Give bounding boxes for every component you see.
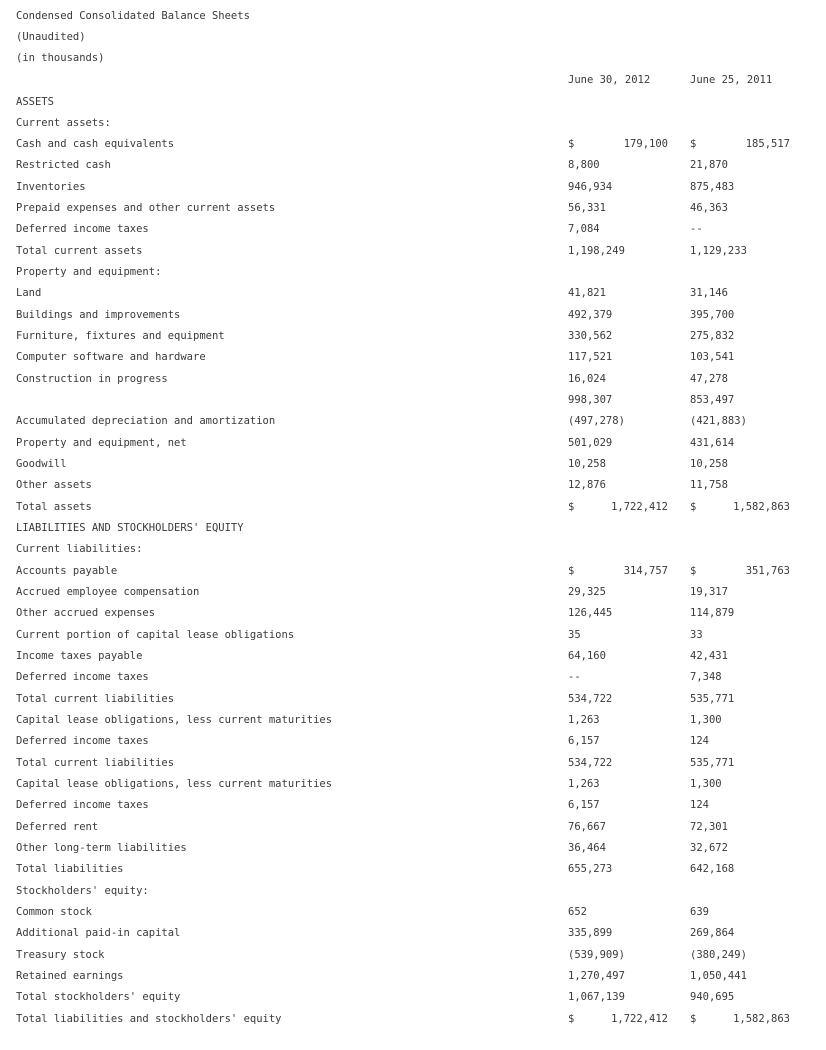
row-label: Total current liabilities [16, 692, 175, 705]
row-label: Income taxes payable [16, 650, 143, 663]
value-2011: 1,582,863 [733, 1012, 790, 1025]
table-row [0, 1009, 826, 1030]
row-label: LIABILITIES AND STOCKHOLDERS' EQUITY [16, 522, 244, 535]
row-label: Accumulated depreciation and amortization [16, 415, 276, 428]
value-2011: 1,582,863 [733, 500, 790, 513]
table-row [0, 390, 826, 411]
row-label: Capital lease obligations, less current maturities [16, 778, 333, 791]
row-label: Property and equipment: [16, 266, 162, 279]
table-row [0, 795, 826, 816]
value-2011: 72,301 [690, 820, 728, 833]
value-2011: 32,672 [690, 842, 728, 855]
value-2011: 11,758 [690, 479, 728, 492]
value-2011: 42,431 [690, 650, 728, 663]
value-2012: 998,307 [568, 394, 613, 407]
table-row [0, 603, 826, 624]
value-2012: 6,157 [568, 799, 600, 812]
row-label: Deferred income taxes [16, 223, 149, 236]
value-2011: 124 [690, 799, 709, 812]
table-row [0, 411, 826, 432]
table-row [0, 945, 826, 966]
row-label: Retained earnings [16, 970, 124, 983]
value-2012: 10,258 [568, 458, 606, 471]
units-note: (in thousands) [16, 52, 105, 64]
value-2012: 501,029 [568, 436, 613, 449]
table-row [0, 155, 826, 176]
value-2011: 535,771 [690, 756, 735, 769]
row-label: Total stockholders' equity [16, 991, 181, 1004]
value-2012: 534,722 [568, 692, 613, 705]
value-2012: 1,263 [568, 714, 600, 727]
value-2011: 642,168 [690, 863, 735, 876]
row-label: Land [16, 287, 42, 300]
row-label: Deferred income taxes [16, 671, 149, 684]
table-row [0, 305, 826, 326]
row-label: Total assets [16, 500, 92, 513]
value-2012: 56,331 [568, 202, 606, 215]
value-2011: 10,258 [690, 458, 728, 471]
table-row [0, 902, 826, 923]
value-2012: 655,273 [568, 863, 613, 876]
table-row [0, 475, 826, 496]
row-label: Property and equipment, net [16, 436, 187, 449]
row-label: Total current liabilities [16, 756, 175, 769]
value-2012: 335,899 [568, 927, 613, 940]
value-2012: (539,909) [568, 948, 625, 961]
column-header-2011: June 25, 2011 [690, 74, 773, 86]
table-row [0, 326, 826, 347]
value-2011: 1,129,233 [690, 244, 747, 257]
table-row [0, 497, 826, 518]
value-2012: 8,800 [568, 159, 600, 172]
value-2011: 431,614 [690, 436, 735, 449]
table-row [0, 646, 826, 667]
table-row [0, 817, 826, 838]
table-row [0, 219, 826, 240]
value-2011: (421,883) [690, 415, 747, 428]
row-label: Prepaid expenses and other current assets [16, 202, 276, 215]
value-2012: 7,084 [568, 223, 600, 236]
value-2012: 64,160 [568, 650, 606, 663]
row-label: Total current assets [16, 244, 143, 257]
value-2011: -- [690, 223, 703, 236]
row-label: Goodwill [16, 458, 67, 471]
value-2012: 534,722 [568, 756, 613, 769]
row-label: Construction in progress [16, 372, 168, 385]
row-label: Other assets [16, 479, 92, 492]
value-2011: 31,146 [690, 287, 728, 300]
row-label: Accounts payable [16, 564, 118, 577]
table-row [0, 859, 826, 880]
row-label: ASSETS [16, 95, 54, 108]
value-2012: 314,757 [623, 564, 668, 577]
table-row [0, 667, 826, 688]
value-2011: 275,832 [690, 330, 735, 343]
row-label: Accrued employee compensation [16, 586, 200, 599]
table-row [0, 198, 826, 219]
table-row [0, 92, 826, 113]
row-label: Computer software and hardware [16, 351, 206, 364]
currency-symbol: $ [568, 564, 575, 577]
table-row [0, 518, 826, 539]
table-row [0, 113, 826, 134]
value-2011: 103,541 [690, 351, 735, 364]
value-2011: 1,300 [690, 778, 722, 791]
currency-symbol: $ [690, 564, 697, 577]
value-2011: 853,497 [690, 394, 735, 407]
row-label: Current portion of capital lease obligations [16, 628, 295, 641]
row-label: Deferred rent [16, 820, 99, 833]
document-title: Condensed Consolidated Balance Sheets [16, 10, 250, 22]
value-2012: 946,934 [568, 180, 613, 193]
table-row [0, 454, 826, 475]
table-row [0, 134, 826, 155]
currency-symbol: $ [568, 1012, 575, 1025]
table-row [0, 582, 826, 603]
value-2012: (497,278) [568, 415, 625, 428]
table-row [0, 347, 826, 368]
value-2012: 117,521 [568, 351, 613, 364]
value-2012: 126,445 [568, 607, 613, 620]
value-2012: 1,722,412 [611, 1012, 668, 1025]
value-2012: 12,876 [568, 479, 606, 492]
value-2012: 16,024 [568, 372, 606, 385]
row-label: Total liabilities [16, 863, 124, 876]
value-2011: 535,771 [690, 692, 735, 705]
value-2012: 76,667 [568, 820, 606, 833]
table-row [0, 369, 826, 390]
value-2011: 21,870 [690, 159, 728, 172]
value-2012: 179,100 [623, 138, 668, 151]
table-row [0, 753, 826, 774]
row-label: Current liabilities: [16, 543, 143, 556]
value-2011: 1,050,441 [690, 970, 747, 983]
value-2011: 395,700 [690, 308, 735, 321]
row-label: Deferred income taxes [16, 735, 149, 748]
value-2012: 330,562 [568, 330, 613, 343]
table-row [0, 774, 826, 795]
value-2012: 652 [568, 906, 587, 919]
value-2012: 492,379 [568, 308, 613, 321]
row-label: Additional paid-in capital [16, 927, 181, 940]
value-2012: 1,067,139 [568, 991, 625, 1004]
value-2011: 7,348 [690, 671, 722, 684]
value-2011: (380,249) [690, 948, 747, 961]
row-label: Total liabilities and stockholders' equity [16, 1012, 282, 1025]
table-row [0, 561, 826, 582]
value-2012: 41,821 [568, 287, 606, 300]
table-row [0, 241, 826, 262]
value-2011: 185,517 [745, 138, 790, 151]
table-row [0, 881, 826, 902]
row-label: Treasury stock [16, 948, 105, 961]
row-label: Stockholders' equity: [16, 884, 149, 897]
value-2011: 114,879 [690, 607, 735, 620]
value-2012: 35 [568, 628, 581, 641]
table-row [0, 433, 826, 454]
table-row [0, 177, 826, 198]
row-label: Restricted cash [16, 159, 111, 172]
table-row [0, 838, 826, 859]
value-2012: -- [568, 671, 581, 684]
row-label: Common stock [16, 906, 92, 919]
currency-symbol: $ [690, 500, 697, 513]
value-2011: 639 [690, 906, 709, 919]
value-2012: 1,198,249 [568, 244, 625, 257]
currency-symbol: $ [568, 138, 575, 151]
value-2011: 1,300 [690, 714, 722, 727]
value-2011: 124 [690, 735, 709, 748]
row-label: Furniture, fixtures and equipment [16, 330, 225, 343]
currency-symbol: $ [568, 500, 575, 513]
table-row [0, 923, 826, 944]
value-2012: 6,157 [568, 735, 600, 748]
value-2012: 1,270,497 [568, 970, 625, 983]
table-row [0, 539, 826, 560]
row-label: Buildings and improvements [16, 308, 181, 321]
value-2011: 269,864 [690, 927, 735, 940]
table-row [0, 987, 826, 1008]
value-2012: 1,722,412 [611, 500, 668, 513]
value-2011: 33 [690, 628, 703, 641]
table-row [0, 625, 826, 646]
unaudited-note: (Unaudited) [16, 31, 86, 43]
value-2011: 351,763 [745, 564, 790, 577]
currency-symbol: $ [690, 138, 697, 151]
value-2011: 47,278 [690, 372, 728, 385]
value-2012: 1,263 [568, 778, 600, 791]
value-2012: 29,325 [568, 586, 606, 599]
table-row [0, 710, 826, 731]
value-2011: 46,363 [690, 202, 728, 215]
table-row [0, 689, 826, 710]
value-2012: 36,464 [568, 842, 606, 855]
table-row [0, 731, 826, 752]
value-2011: 940,695 [690, 991, 735, 1004]
value-2011: 875,483 [690, 180, 735, 193]
table-row [0, 966, 826, 987]
table-row [0, 262, 826, 283]
row-label: Other accrued expenses [16, 607, 156, 620]
row-label: Cash and cash equivalents [16, 138, 175, 151]
row-label: Inventories [16, 180, 86, 193]
row-label: Current assets: [16, 116, 111, 129]
currency-symbol: $ [690, 1012, 697, 1025]
column-header-2012: June 30, 2012 [568, 74, 651, 86]
table-row [0, 283, 826, 304]
row-label: Other long-term liabilities [16, 842, 187, 855]
value-2011: 19,317 [690, 586, 728, 599]
row-label: Deferred income taxes [16, 799, 149, 812]
row-label: Capital lease obligations, less current maturities [16, 714, 333, 727]
